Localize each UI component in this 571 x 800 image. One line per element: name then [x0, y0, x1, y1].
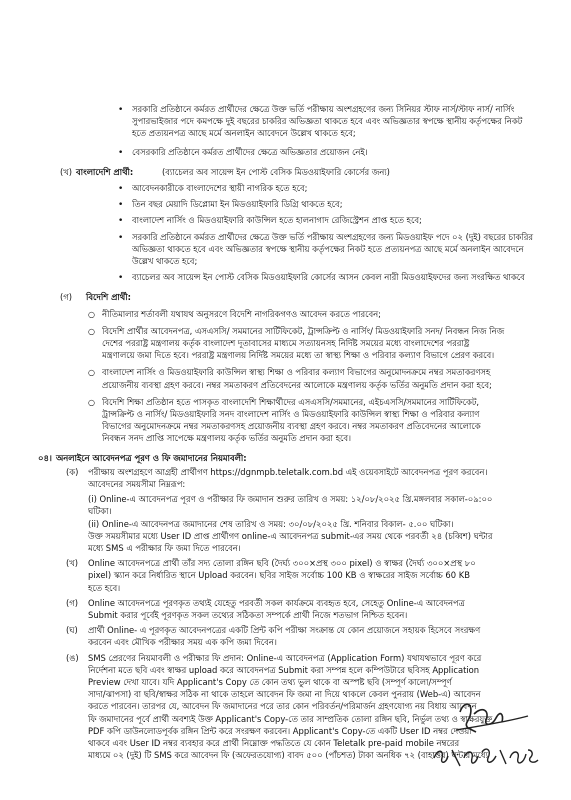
- bullet-icon: [118, 146, 123, 159]
- paragraph-line: সাদা/ঝাপসা) বা ছবি/স্বাক্ষর সঠিক না থাকে তাহলে আবেদন ফি জমা না দিয়ে থাকলে কেবল পুনরায় (Web-এ) আবেদন: [88, 689, 481, 700]
- paragraph-line: মধ্যে SMS এ পরীক্ষার ফি জমা দিতে পারবেন।: [88, 543, 241, 553]
- paragraph-line: বেসরকারি প্রতিষ্ঠানে কর্মরত প্রার্থীদের ক্ষেত্রে অভিজ্ঞতার প্রয়োজন নেই।: [132, 146, 368, 157]
- paragraph-line: আবেদনকারীকে বাংলাদেশের স্থায়ী নাগরিক হতে হবে;: [132, 183, 308, 193]
- paragraph-line: Submit করার পূর্বেই পূরণকৃত সকল তথ্যের সঠিকতা সম্পর্কে প্রার্থী নিজে শতভাগ নিশ্চিত হবেন।: [88, 610, 408, 620]
- paragraph-line: Online আবেদনপত্রে পূরণকৃত তথ্যই যেহেতু পরবর্তী সকল কার্যক্রমে ব্যবহৃত হবে, সেহেতু Online-এ আবেদনপত্র: [88, 597, 465, 608]
- paragraph-line: বিভাগের অনুমোদনক্রমে নম্বর সমতাকরণসহ প্রয়োজনীয় ব্যবস্থা গ্রহণ করবে। নম্বর সমতাকরণ প্রতিবেদনের আলোকে: [102, 421, 481, 432]
- bullet-icon: [118, 231, 123, 244]
- bullet-icon: [88, 308, 95, 321]
- paragraph-line: প্রার্থী Online- এ পূরণকৃত আবেদনপত্রের একটি প্রিন্ট কপি পরীক্ষা সংক্রান্ত যে কোন প্রয়োজনে সহায়ক হিসেবে সংরক্ষণ: [88, 625, 481, 636]
- paragraph-line: pixel) স্ক্যান করে নির্ধারিত স্থানে Upload করবেন। ছবির সাইজ সর্বোচ্চ 100 KB ও স্বাক্ষরের সাইজ সর্বোচ্চ 60 KB: [88, 570, 470, 581]
- paragraph-line: বিদেশি প্রার্থীর আবেদনপত্র, এসএসসি/ সমমানের সার্টিফিকেট, ট্রান্সক্রিপ্ট ও নার্সিং/ মিডওয়াইফারি সনদ/ নিবন্ধন নিজ নিজ: [102, 325, 505, 336]
- paragraph-line: PDF কপি ডাউনলোডপূর্বক রঙ্গিন প্রিন্ট করে সংরক্ষণ করবেন। Applicant's Copy-তে একটি User ID নম্বর দেওয়া: [88, 725, 472, 736]
- bullet-icon: [88, 366, 95, 379]
- bullet-icon: [88, 396, 95, 409]
- item-label: (খ): [66, 558, 79, 569]
- section-title: অনলাইনে আবেদনপত্র পূরণ ও ফি জমাদানের নিয়মাবলী:: [56, 452, 247, 463]
- paragraph-line: দেশের পররাষ্ট্র মন্ত্রণালয় কর্তৃক বাংলাদেশ দূতাবাসের মাধ্যমে সত্যায়নসহ নির্দিষ্ট সময়ের মধ্যে বাংলাদেশের পররাষ্ট্র: [102, 338, 470, 348]
- paragraph-line: ট্রান্সক্রিপ্ট ও নার্সিং/ মিডওয়াইফারি সনদ বাংলাদেশ নার্সিং ও মিডওয়াইফারি কাউন্সিল স্বাস্থ্য শিক্ষা ও পরিবার কল্যাণ: [102, 409, 480, 419]
- paragraph-line: মাধ্যমে ০২ (দুই) টি SMS করে আবেদন ফি (অফেরতযোগ্য) বাবদ ৫০০ (পাঁচশত) টাকা অনধিক ৭২ (বাহাত্তর) ঘন্টার মধ্যে: [88, 750, 488, 761]
- section-number: ০৪।: [38, 452, 52, 463]
- paragraph-line: বাংলাদেশ নার্সিং ও মিডওয়াইফারি কাউন্সিল স্বাস্থ্য শিক্ষা ও পরিবার কল্যাণ বিভাগের অনুমোদনক্রমে নম্বর সমতাকরণসহ: [102, 367, 491, 378]
- item-label: (ক): [66, 466, 79, 477]
- bullet-icon: [118, 214, 123, 227]
- bullet-icon: [118, 271, 123, 284]
- section-label: (গ): [60, 292, 73, 303]
- paragraph-line: প্রয়োজনীয় ব্যবস্থা গ্রহণ করবে। নম্বর সমতাকরণ প্রতিবেদনের আলোকে মন্ত্রণালয় কর্তৃক ভর্তির অনুমতি প্রদান করা হবে;: [102, 379, 492, 390]
- paragraph-line: ফি জমাদানের পূর্বে প্রার্থী অবশ্যই উক্ত Applicant's Copy-তে তার সাম্প্রতিক তোলা রঙ্গিন ছবি, নির্ভুল তথ্য ও স্বাক্ষরযুক্ত: [88, 713, 493, 724]
- item-label: (ঙ): [66, 652, 79, 663]
- paragraph-line: নিবন্ধন সনদ প্রাপ্তি সাপেক্ষে মন্ত্রণালয় কর্তৃক ভর্তির অনুমতি প্রদান করা হবে।: [102, 433, 351, 444]
- paragraph-line: নীতিমালার শর্তাবলী যথাযথ অনুসরণে বিদেশি নাগরিকগণও আবেদন করতে পারবেন;: [102, 308, 381, 319]
- paragraph-line: করবেন এবং মৌখিক পরীক্ষার সময় এক কপি জমা দিবেন।: [88, 637, 277, 648]
- paragraph-line: বাংলাদেশ নার্সিং ও মিডওয়াইফারি কাউন্সিল হতে হালনাগাদ রেজিস্ট্রেশন প্রাপ্ত হতে হবে;: [132, 215, 422, 226]
- section-title: বাংলাদেশি প্রার্থী:: [76, 166, 134, 177]
- signature-handwritten: [430, 692, 540, 772]
- paragraph-line: সরকারি প্রতিষ্ঠানে কর্মরত প্রার্থীদের ক্ষেত্রে উক্ত ভর্তি পরীক্ষায় অংশগ্রহণের জন্য মিডওয়াইফ পদে ০২ (দুই) বছরের চাকরির: [132, 231, 533, 242]
- paragraph-line: আবেদনের সময়সীমা নিম্নরূপ:: [88, 479, 186, 489]
- paragraph-line: হতে হবে।: [88, 582, 121, 593]
- paragraph-line: সরকারি প্রতিষ্ঠানে কর্মরত প্রার্থীদের ক্ষেত্রে উক্ত ভর্তি পরীক্ষায় অংশগ্রহণের জন্য সিনিয়র স্টাফ নার্স/স্টাফ নার্স/ নার্সিং: [132, 104, 515, 114]
- paragraph-line: Preview দেখা যাবে। যদি Applicant's Copy তে কোন তথ্য ভুল থাকে বা অস্পষ্ট ছবি (সম্পূর্ণ কালো/সম্পূর্ণ: [88, 677, 452, 687]
- paragraph-line: (i) Online-এ আবেদনপত্র পূরণ ও পরীক্ষার ফি জমাদান শুরুর তারিখ ও সময়: ১২/০৮/২০২৫ খ্রি.মঙ্গলবার সকাল-০৯:০০: [88, 494, 493, 505]
- bullet-icon: [118, 198, 123, 211]
- paragraph-line: SMS প্রেরণের নিয়মাবলী ও পরীক্ষার ফি প্রদান: Online-এ আবেদনপত্র (Application Form) যথাযথভাবে পূরণ করে: [88, 652, 482, 663]
- signature-drawing: [430, 692, 540, 772]
- item-label: (ঘ): [66, 625, 78, 636]
- paragraph-line: বিদেশি শিক্ষা প্রতিষ্ঠান হতে পাসকৃত বাংলাদেশি শিক্ষার্থীদের এসএসসি/সমমানের, এইচএসসি/সমমানের সার্টিফিকেট,: [102, 396, 480, 407]
- paragraph-line: ব্যাচেলর অব সায়েন্স ইন পোস্ট বেসিক মিডওয়াইফারি কোর্সের আসন কেবল নারী মিডওয়াইফদের জন্য সংরক্ষিত থাকবে: [132, 272, 525, 283]
- paragraph-line: হতে প্রত্যয়নপত্র আছে মর্মে অনলাইন আবেদনে উল্লেখ থাকতে হবে;: [132, 128, 356, 139]
- paragraph-line: পরীক্ষায় অংশগ্রহণে আগ্রহী প্রার্থীগণ https://dgnmpb.teletalk.com.bd এই ওয়েবসাইটে আবেদনপত্র পূরণ করবেন।: [88, 466, 488, 477]
- paragraph-line: Online আবেদনপত্রে প্রার্থী তাঁর সদ্য তোলা রঙ্গিন ছবি (দৈর্ঘ্য ৩০০×প্রস্থ ৩০০ pixel) ও স্বাক্ষর (দৈর্ঘ্য ৩০০×প্রস্থ ৮০: [88, 558, 476, 569]
- paragraph-line: করতে পারবেন। তারপর যে, আবেদন ফি জমাদানের পরে তার কোন পরিবর্তন/পরিমার্জন গ্রহণযোগ্য নয় বিধায় আবেদন: [88, 701, 477, 712]
- paragraph-line: উল্লেখ থাকতে হবে;: [132, 256, 198, 266]
- paragraph-line: (ii) Online-এ আবেদনপত্র জমাদানের শেষ তারিখ ও সময়: ৩০/০৮/২০২৫ খ্রি. শনিবার বিকাল- ৫.০০ ঘটিকা।: [88, 518, 454, 529]
- section-label: (খ): [60, 166, 73, 177]
- bullet-icon: [88, 325, 95, 338]
- paragraph-line: থাকবে এবং User ID নম্বর ব্যবহার করে প্রার্থী নিম্নোক্ত পদ্ধতিতে যে কোন Teletalk pre-paid mobile নম্বরের: [88, 738, 460, 748]
- paragraph-line: মন্ত্রণালয়ে জমা দিতে হবে। পররাষ্ট্র মন্ত্রণালয় নির্দিষ্ট সময়ের মধ্যে তা স্বাস্থ্য শিক্ষা ও পরিবার কল্যাণ বিভাগে প্রেরণ করবে।: [102, 350, 495, 361]
- paragraph-line: অভিজ্ঞতা থাকতে হবে এবং অভিজ্ঞতার স্বপক্ষে স্থানীয় কর্তৃপক্ষের নিকট হতে প্রত্যয়নপত্র আছে মর্মে অনলাইন আবেদনে: [132, 243, 524, 254]
- paragraph-line: সুপারভাইজার পদে কমপক্ষে দুই বছরের চাকরির অভিজ্ঞতা থাকতে হবে এবং অভিজ্ঞতার স্বপক্ষে স্থানীয় কর্তৃপক্ষের নিকট: [132, 116, 523, 127]
- item-label: (গ): [66, 597, 79, 608]
- section-title: বিদেশি প্রার্থী:: [86, 292, 131, 303]
- paragraph-line: উক্ত সময়সীমার মধ্যে User ID প্রাপ্ত প্রার্থীগণ online-এ আবেদনপত্র submit-এর সময় থেকে পরবর্তী ২৪ (চব্বিশ) ঘন্টার: [88, 530, 493, 541]
- paragraph-line: ঘটিকা।: [88, 506, 112, 517]
- paragraph-line: তিন বছর মেয়াদি ডিপ্লোমা ইন মিডওয়াইফারি ডিগ্রি থাকতে হবে;: [132, 199, 343, 210]
- paragraph-line: নির্দেশনা মতে ছবি এবং স্বাক্ষর upload করে আবেদনপত্র Submit করা সম্পন্ন হলে কম্পিউটারে ছবিসহ Application: [88, 664, 480, 675]
- section-subtitle: (ব্যাচেলর অব সায়েন্স ইন পোস্ট বেসিক মিডওয়াইফারি কোর্সের জন্য): [162, 166, 390, 177]
- bullet-icon: [118, 182, 123, 195]
- bullet-icon: [118, 103, 123, 116]
